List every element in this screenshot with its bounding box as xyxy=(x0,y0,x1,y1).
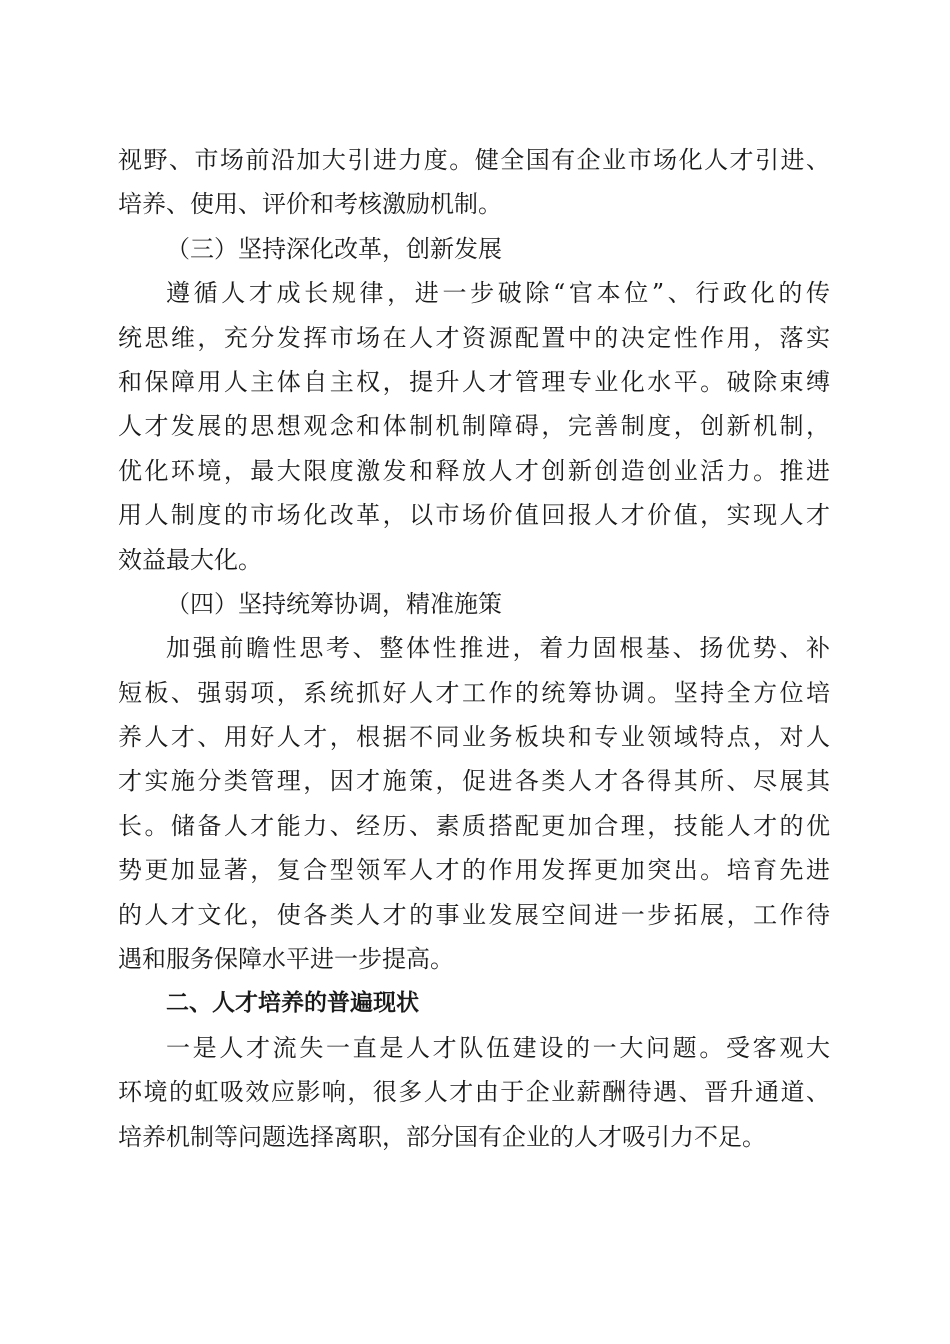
text-line: 统思维，充分发挥市场在人才资源配置中的决定性作用，落实 xyxy=(118,323,830,352)
text-line: 才实施分类管理，因才施策，促进各类人才各得其所、尽展其 xyxy=(118,767,830,796)
paragraph-coordination xyxy=(118,626,830,981)
paragraph-current-status xyxy=(118,1026,830,1159)
text-line: 的人才文化，使各类人才的事业发展空间进一步拓展，工作待 xyxy=(118,900,830,929)
paragraph-continued xyxy=(118,138,830,227)
text-line: 养人才、用好人才，根据不同业务板块和专业领域特点，对人 xyxy=(118,723,830,752)
text-line: 长。储备人才能力、经历、素质搭配更加合理，技能人才的优 xyxy=(118,811,830,840)
text-line: 环境的虹吸效应影响，很多人才由于企业薪酬待遇、晋升通道、 xyxy=(118,1078,830,1107)
document-body xyxy=(118,138,830,1159)
subsection-heading-3: （三）坚持深化改革，创新发展 xyxy=(166,234,502,263)
text-line: 培养、使用、评价和考核激励机制。 xyxy=(118,190,502,219)
text-line: 视野、市场前沿加大引进力度。健全国有企业市场化人才引进、 xyxy=(118,146,830,174)
text-line: 短板、强弱项，系统抓好人才工作的统筹协调。坚持全方位培 xyxy=(118,678,830,707)
text-line: 遇和服务保障水平进一步提高。 xyxy=(118,945,454,974)
text-line: 和保障用人主体自主权，提升人才管理专业化水平。破除束缚 xyxy=(118,367,830,396)
text-line: 效益最大化。 xyxy=(118,545,262,574)
text-line: 加强前瞻性思考、整体性推进，着力固根基、扬优势、补 xyxy=(166,634,830,663)
text-line: 势更加显著，复合型领军人才的作用发挥更加突出。培育先进 xyxy=(118,856,830,885)
text-line: 优化环境，最大限度激发和释放人才创新创造创业活力。推进 xyxy=(118,456,830,485)
paragraph-reform xyxy=(118,271,830,582)
text-line: 遵循人才成长规律，进一步破除“官本位”、行政化的传 xyxy=(166,279,830,308)
text-line: 一是人才流失一直是人才队伍建设的一大问题。受客观大 xyxy=(166,1033,830,1062)
text-line: 培养机制等问题选择离职，部分国有企业的人才吸引力不足。 xyxy=(118,1122,766,1151)
section-heading-2: 二、人才培养的普遍现状 xyxy=(166,990,419,1017)
text-line: 人才发展的思想观念和体制机制障碍，完善制度，创新机制， xyxy=(118,412,830,441)
subsection-heading-4: （四）坚持统筹协调，精准施策 xyxy=(166,589,502,618)
text-line: 用人制度的市场化改革，以市场价值回报人才价值，实现人才 xyxy=(118,501,830,530)
